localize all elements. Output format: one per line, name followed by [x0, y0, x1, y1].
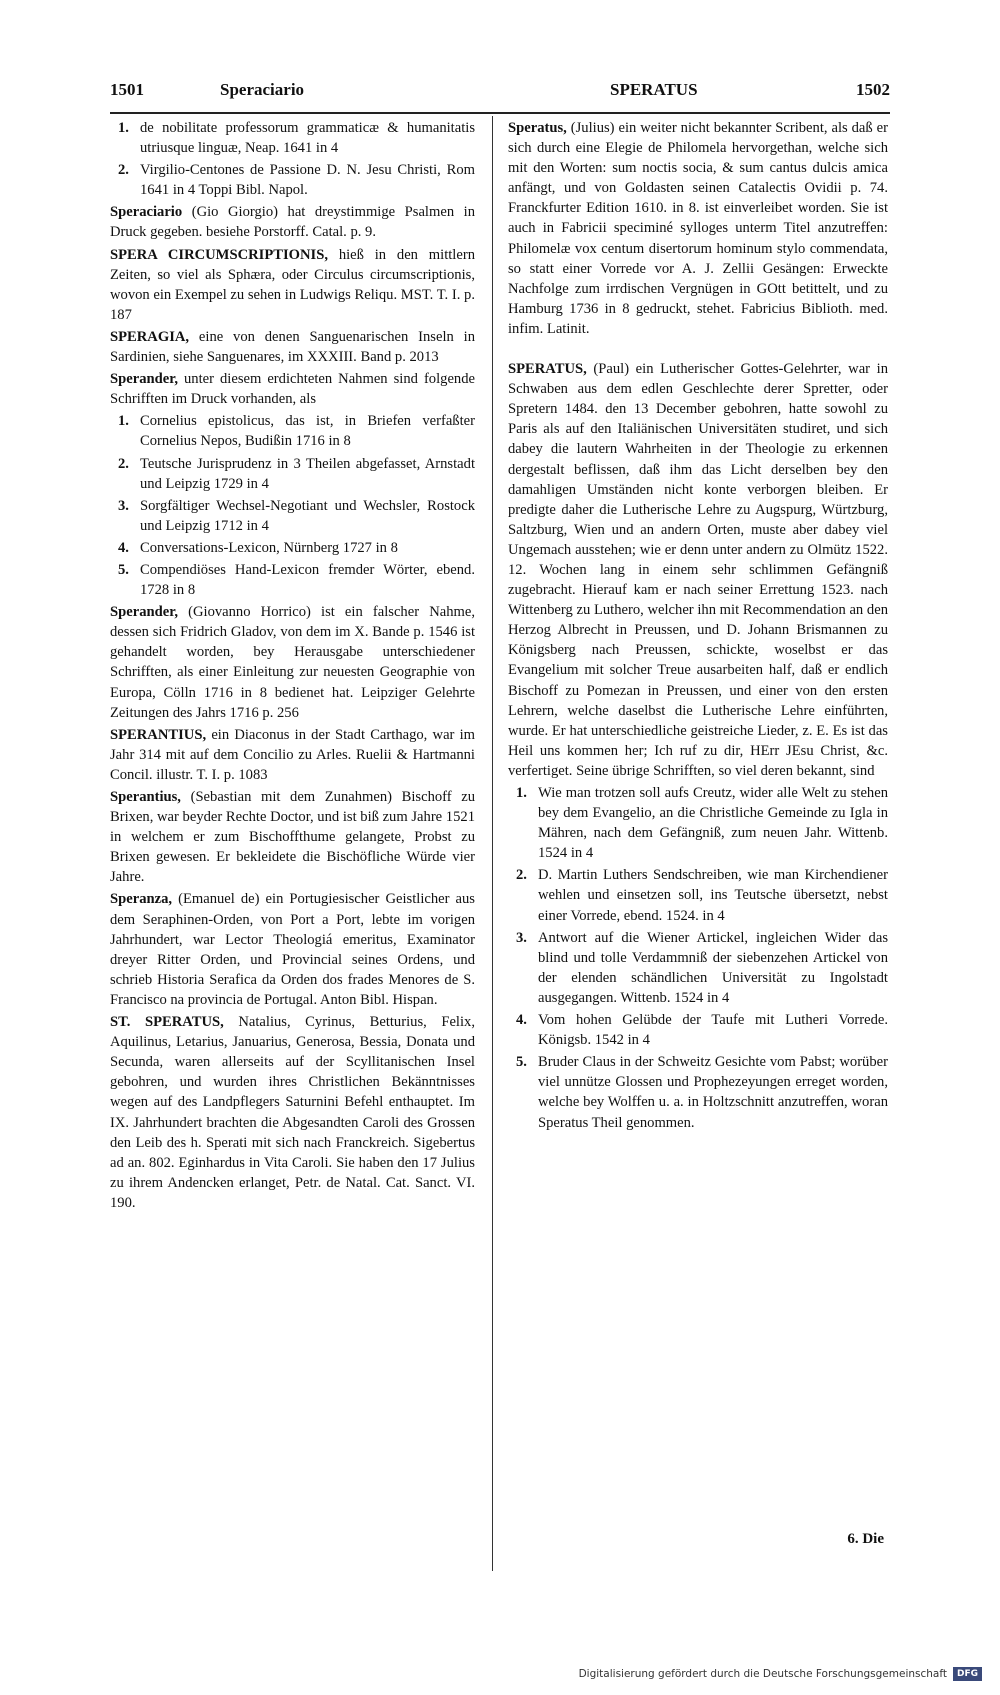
- list-item: [110, 454, 475, 494]
- page-number-right: 1502: [856, 80, 890, 99]
- entry-headword: Speratus,: [508, 120, 567, 136]
- item-number: 4.: [516, 1012, 527, 1029]
- entry-text: Teutsche Jurisprudenz in 3 Theilen abgefasset, Arnstadt und Leipzig 1729 in 4: [140, 455, 475, 492]
- entry-headword: Speraciario: [110, 204, 183, 221]
- item-number: 2.: [516, 867, 527, 884]
- item-number: 5.: [118, 561, 129, 578]
- dictionary-entry: [110, 602, 475, 723]
- list-item: [110, 118, 475, 158]
- item-number: 1.: [118, 413, 129, 430]
- dictionary-entry: [110, 369, 475, 409]
- entry-text: Sorgfältiger Wechsel-Negotiant und Wechsler, Rostock und Leipzig 1712 in 4: [140, 497, 475, 534]
- entry-headword: SPERA CIRCUMSCRIPTIONIS,: [110, 246, 328, 263]
- entry-text: Bruder Claus in der Schweitz Gesichte vom Pabst; worüber viel unnütze Glossen und Prophezeyungen erreget worden, welche bey Wolffen u. a. in Holtzschnitt anzutreffen, woran Speratus Theil genommen.: [538, 1054, 888, 1131]
- entry-headword: SPERATUS,: [508, 361, 587, 378]
- item-number: 3.: [118, 497, 129, 514]
- header-rule: [110, 112, 890, 114]
- entry-text: hieß in den mittlern Zeiten, so viel als Sphæra, oder Circulus circumscriptionis, wovon ein Exempel zu sehen in Ludwigs Reliqu. MST. T. I. p. 187: [110, 246, 475, 323]
- entry-text: unter diesem erdichteten Nahmen sind folgende Schrifften im Druck vorhanden, als: [110, 371, 475, 408]
- list-item: [508, 865, 888, 925]
- dfg-logo: DFG: [953, 1667, 982, 1681]
- dictionary-entry: [110, 889, 475, 1010]
- item-number: 4.: [118, 539, 129, 556]
- entry-text: ein Diaconus in der Stadt Carthago, war im Jahr 314 mit auf dem Concilio zu Arles. Ruelii & Hartmanni Concil. illustr. T. I. p. 1083: [110, 726, 475, 783]
- entry-text: Conversations-Lexicon, Nürnberg 1727 in 8: [140, 539, 398, 556]
- entry-text: (Giovanno Horrico) ist ein falscher Nahme, dessen sich Fridrich Gladov, von dem im X. Bande p. 1546 ist gehandelt worden, bey Herausgabe unterschiedener Schrifften, als einer Einleitung zur neuesten Geographie von Europa, Cölln 1716 in 8 bedienet hat. Leipziger Gelehrte Zeitungen des Jahrs 1716 p. 256: [110, 604, 475, 721]
- catchword: 6. Die: [847, 1531, 884, 1547]
- item-number: 3.: [516, 929, 527, 946]
- list-item: [508, 1010, 888, 1050]
- header-title-left: Speraciario: [220, 80, 305, 99]
- dictionary-entry: [110, 725, 475, 785]
- entry-text: eine von denen Sanguenarischen Inseln in Sardinien, siehe Sanguenares, im XXXIII. Band p. 2013: [110, 328, 475, 366]
- list-item: [110, 160, 475, 200]
- entry-text: Antwort auf die Wiener Artickel, ingleichen Wider das blind und tolle Verdammniß der siebenzehen Artickel von der elenden schändlichen Universität zu Ingolstadt ausgegangen. Wittenb. 1524 in 4: [538, 929, 888, 1006]
- entry-text: (Paul) ein Lutherischer Gottes-Gelehrter, war in Schwaben aus dem edlen Geschlechte derer Spretter, oder Spretern 1484. den 13 December gebohren, hatte sowohl zu Paris als auf den Italiänischen Universitäten studiret, und sich dabey die lautern Wahrheiten in der Theologie zu erkennen dergestalt beflissen, daß ihm das Licht derselben bey den damahligen Umständen nicht konte verborgen bleiben. Er predigte daher die Lutherische Lehre zu Augspurg, Würtzburg, Saltzburg, Wien und an andern Orten, muste aber dabey viel Ungemach ausstehen; wie er denn unter andern zu Olmütz 1522. 12. Wochen lang in einem sehr schlimmen Gefängniß zugebracht. Hierauf kam er nach seiner Errettung 1523. nach Wittenberg zu Luthero, welcher ihn mit Recommendation an den Herzog Albrecht in Preussen, und D. Johann Brismannen zu Königsberg nach Preussen, schickte, woselbst er das Evangelium mit solcher Treue ausarbeiten half, daß er endlich Bischoff zu Pomezan in Preussen, und einer von den ersten Lehrern, welche daselbst die Lutherische Lehre einführten, wurde. Er hat unterschiedliche geistreiche Lieder, z. E. Es ist das Heil uns kommen her; Ich ruf zu dir, HErr JEsu Christ, &c. verfertiget. Seine übrige Schrifften, so viel deren bekannt, sind: [508, 361, 888, 779]
- dictionary-entry: [110, 1012, 475, 1213]
- digitization-footer: [579, 1667, 982, 1681]
- list-item: [110, 560, 475, 600]
- item-number: 5.: [516, 1054, 527, 1071]
- entry-text: (Sebastian mit dem Zunahmen) Bischoff zu Brixen, war beyder Rechte Doctor, und ist biß zum Jahre 1521 in welchem er zum Bischoffthume gelangete, Probst zu Brixen gewesen. Er bekleidete die Bischöfliche Würde vier Jahre.: [110, 789, 475, 886]
- dictionary-entry: [508, 359, 888, 781]
- entry-text: Vom hohen Gelübde der Taufe mit Lutheri Vorrede. Königsb. 1542 in 4: [538, 1012, 888, 1049]
- entry-text: D. Martin Luthers Sendschreiben, wie man Kirchendiener wehlen und einsetzen soll, ins Teutsche übersetzt, nebst einer Vorrede, ebend. 1524. in 4: [538, 867, 888, 924]
- list-item: [110, 411, 475, 451]
- item-number: 1.: [516, 785, 527, 801]
- entry-headword: SPERAGIA,: [110, 328, 190, 345]
- list-item: [110, 496, 475, 536]
- entry-headword: Sperantius,: [110, 789, 181, 805]
- entry-text: (Gio Giorgio) hat dreystimmige Psalmen in Druck gegeben. besiehe Porstorff. Catal. p. 9.: [110, 204, 475, 241]
- item-number: 1.: [118, 120, 129, 136]
- column-divider: [492, 116, 493, 1571]
- entry-text: de nobilitate professorum grammaticæ & humanitatis utriusque linguæ, Neap. 1641 in 4: [140, 120, 475, 157]
- entry-gap: [508, 341, 888, 359]
- entry-text: Cornelius epistolicus, das ist, in Briefen verfaßter Cornelius Nepos, Budißin 1716 in 8: [140, 413, 475, 450]
- entry-headword: Sperander,: [110, 371, 178, 388]
- dictionary-entry: [110, 327, 475, 367]
- list-item: [508, 783, 888, 863]
- footer-text: Digitalisierung gefördert durch die Deutsche Forschungsgemeinschaft: [578, 1668, 947, 1680]
- book-page: [110, 76, 890, 1616]
- entry-headword: ST. SPERATUS,: [110, 1014, 224, 1031]
- entry-text: Compendiöses Hand-Lexicon fremder Wörter, ebend. 1728 in 8: [140, 561, 475, 599]
- entry-headword: SPERANTIUS,: [110, 726, 207, 743]
- list-item: [508, 928, 888, 1008]
- dictionary-entry: [110, 202, 475, 242]
- right-column: [508, 118, 888, 1568]
- item-number: 2.: [118, 162, 129, 179]
- dictionary-entry: [110, 787, 475, 887]
- entry-headword: Sperander,: [110, 604, 178, 621]
- dictionary-entry: [110, 245, 475, 325]
- item-number: 2.: [118, 455, 129, 472]
- entry-text: Virgilio-Centones de Passione D. N. Jesu Christi, Rom 1641 in 4 Toppi Bibl. Napol.: [140, 162, 475, 199]
- entry-text: Wie man trotzen soll aufs Creutz, wider alle Welt zu stehen bey dem Evangelio, an die Christliche Gemeinde zu Igla in Mähren, nach dem Gefängniß, zum neuen Jahr. Wittenb. 1524 in 4: [538, 785, 888, 862]
- entry-text: Natalius, Cyrinus, Betturius, Felix, Aquilinus, Letarius, Januarius, Generosa, Bessia, Donata und Secunda, waren allerseits auf der Scyllitanischen Insel gebohren, und wurden ihres Christlichen Bekänntnisses wegen auf des Landpflegers Saturnini Befehl enthauptet. Im IX. Jahrhundert brachten die Abgesandten Caroli des Grossen den Leib des h. Sperati mit sich nach Franckreich. Sigebertus ad an. 802. Eginhardus in Vita Caroli. Sie haben den 17 Julius zu ihrem Andencken erlanget, Petr. de Natal. Cat. Sanct. VI. 190.: [110, 1014, 475, 1211]
- running-header: [110, 76, 890, 104]
- left-column: [110, 118, 475, 1568]
- entry-text: (Julius) ein weiter nicht bekannter Scribent, als daß er sich durch eine Elegie de Philomela hervorgethan, welche sich mit den Worten: sum noctis socia, & sum cantus dulcis amica anfängt, und von Goldasten seinen Catalectis Ovidii p. 74. Franckfurter Edition 1610. in 8. ist einverleibet worden. Sie ist auch in Fabricii speciminé sylloges unterm Titel anzutreffen: Philomelæ vox centum disertorum hominum stylo commendata, so statt einer Vorrede vor A. J. Zellii Gesängen: Erweckte Nachfolge zum irrdischen Vergnügen in GOtt betittelt, und zu Hamburg 1736 in 8 gedruckt, stehet. Fabricius Biblioth. med. infim. Latinit.: [508, 120, 888, 337]
- entry-text: (Emanuel de) ein Portugiesischer Geistlicher aus dem Seraphinen-Orden, von Port a Port, lebte im vorigen Jahrhundert, war Lector Theologiá emeritus, Examinator dreyer Ritter Orden, und Provincial seines Ordens, und schrieb Historia Serafica da Orden dos frades Menores de S. Francisco na provincia de Portugal. Anton Bibl. Hispan.: [110, 891, 475, 1008]
- header-title-right: SPERATUS: [610, 80, 698, 99]
- list-item: [508, 1052, 888, 1132]
- list-item: [110, 538, 475, 558]
- entry-headword: Speranza,: [110, 891, 173, 908]
- page-number-left: 1501: [110, 80, 144, 99]
- dictionary-entry: [508, 118, 888, 339]
